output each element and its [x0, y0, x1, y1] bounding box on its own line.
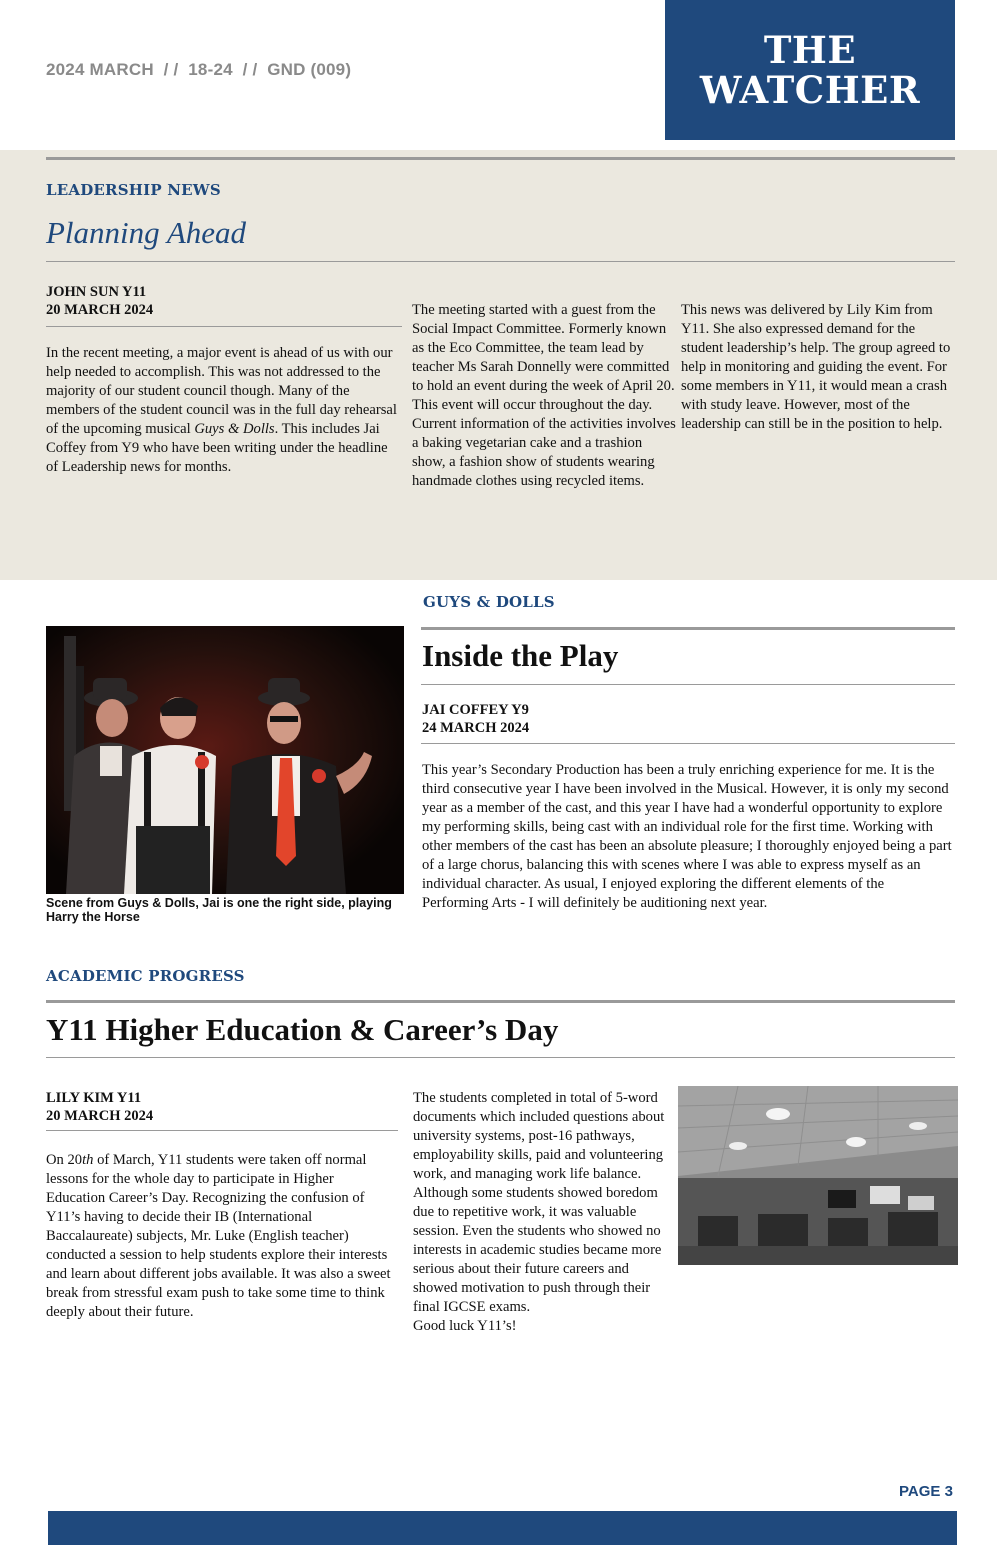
- article-column-3: This news was delivered by Lily Kim from Y11. She also expressed demand for the student leadership’s help. The group agreed to help in monitoring and guiding the event. For some members in Y11, it would mean a crash with study leave. However, most of the leadership can still be in the position to help.: [681, 302, 951, 432]
- classroom-photo: [678, 1086, 958, 1265]
- byline-rule: [46, 326, 402, 327]
- photo-caption: Scene from Guys & Dolls, Jai is one the right side, playing Harry the Horse: [46, 896, 392, 924]
- stage-scene-illustration: [46, 626, 404, 894]
- byline-rule: [421, 743, 955, 744]
- byline-rule: [46, 1130, 398, 1131]
- masthead-title-line-2: WATCHER: [699, 68, 921, 112]
- headline-inside-the-play: Inside the Play: [422, 638, 619, 673]
- author: JOHN SUN Y11: [46, 284, 147, 300]
- classroom-illustration: [678, 1086, 958, 1265]
- section-divider: [421, 627, 955, 630]
- page-number: PAGE 3: [899, 1483, 953, 1500]
- text-run: On 20: [46, 1152, 83, 1168]
- article-column-1: [46, 1151, 396, 1322]
- headline-rule: [46, 261, 955, 262]
- byline: [46, 283, 153, 319]
- section-label-academic: ACADEMIC PROGRESS: [46, 967, 245, 985]
- section-label-guys-dolls: GUYS & DOLLS: [423, 593, 555, 611]
- footer-bar: [48, 1511, 957, 1545]
- masthead-title-line-1: THE: [763, 28, 857, 72]
- author: JAI COFFEY Y9: [422, 702, 529, 718]
- article-column-2: The meeting started with a guest from the Social Impact Committee. Formerly known as the Eco Committee, the team lead by teacher Ms Sarah Donnelly were committed to hold an event during the week of April 20. This event will occur throughout the day. Current information of the activities involves a baking vegetarian cake and a trashion show, a fashion show of students wearing handmade clothes using recycled items.: [412, 302, 676, 489]
- headline-rule: [46, 1057, 955, 1058]
- date: 20 MARCH 2024: [46, 1108, 154, 1124]
- article-column-2: The students completed in total of 5-word documents which included questions about university systems, post-16 pathways, employability skills, paid and volunteering work, and managing work life balance. Although some students showed boredom due to repetitive work, it was valuable session. Even the students who showed no interests in academic studies became more serious about their future careers and showed motivation to push through their final IGCSE exams. Good luck Y11’s!: [413, 1090, 665, 1334]
- section-divider: [46, 1000, 955, 1003]
- date: 20 MARCH 2024: [46, 302, 154, 318]
- article-column-1: [46, 344, 400, 477]
- issue-line: 2024 MARCH / / 18-24 / / GND (009): [46, 60, 352, 79]
- musical-title: Guys & Dolls: [194, 421, 275, 437]
- byline: [422, 701, 529, 737]
- headline-planning-ahead: Planning Ahead: [46, 215, 247, 250]
- stage-photo: [46, 626, 404, 894]
- text-run: In the recent meeting, a major event is ahead of us with our help needed to accomplish. This was not addressed to the majority of our student council though. Many of the members of the student council was in the full day rehearsal of the upcoming musical: [46, 345, 397, 437]
- section-label-leadership: LEADERSHIP NEWS: [46, 181, 221, 199]
- masthead: [665, 0, 955, 140]
- author: LILY KIM Y11: [46, 1090, 142, 1106]
- section-divider: [46, 157, 955, 160]
- ordinal-suffix: th: [82, 1152, 94, 1168]
- date: 24 MARCH 2024: [422, 720, 530, 736]
- byline: [46, 1089, 153, 1125]
- article-body: This year’s Secondary Production has been a truly enriching experience for me. It is the third consecutive year I have been involved in the Musical. However, it is only my second year as a member of the cast, and this year I have had a wonderful opportunity to explore my performing skills, being cast with an individual role for the first time. Working with other members of the cast has been an absolute pleasure; I thoroughly enjoyed being a part of a large chorus, balancing this with scenes where I was able to express myself as an individual character. As usual, I enjoyed exploring the different elements of the Performing Arts - I will definitely be auditioning next year.: [422, 762, 952, 911]
- headline-rule: [421, 684, 955, 685]
- headline-careers-day: Y11 Higher Education & Career’s Day: [46, 1012, 559, 1047]
- text-run: . This includes Jai Coffey from Y9 who have been writing under the headline of Leadership news for months.: [46, 421, 388, 475]
- text-run: of March, Y11 students were taken off normal lessons for the whole day to participate in Higher Education Career’s Day. Recognizing the confusion of Y11’s having to decide their IB (International Baccalaureate) subjects, Mr. Luke (English teacher) conducted a session to help students explore their interests and learn about different jobs available. It was also a sweet break from stressful exam push to take some time to think deeply about their future.: [46, 1152, 391, 1320]
